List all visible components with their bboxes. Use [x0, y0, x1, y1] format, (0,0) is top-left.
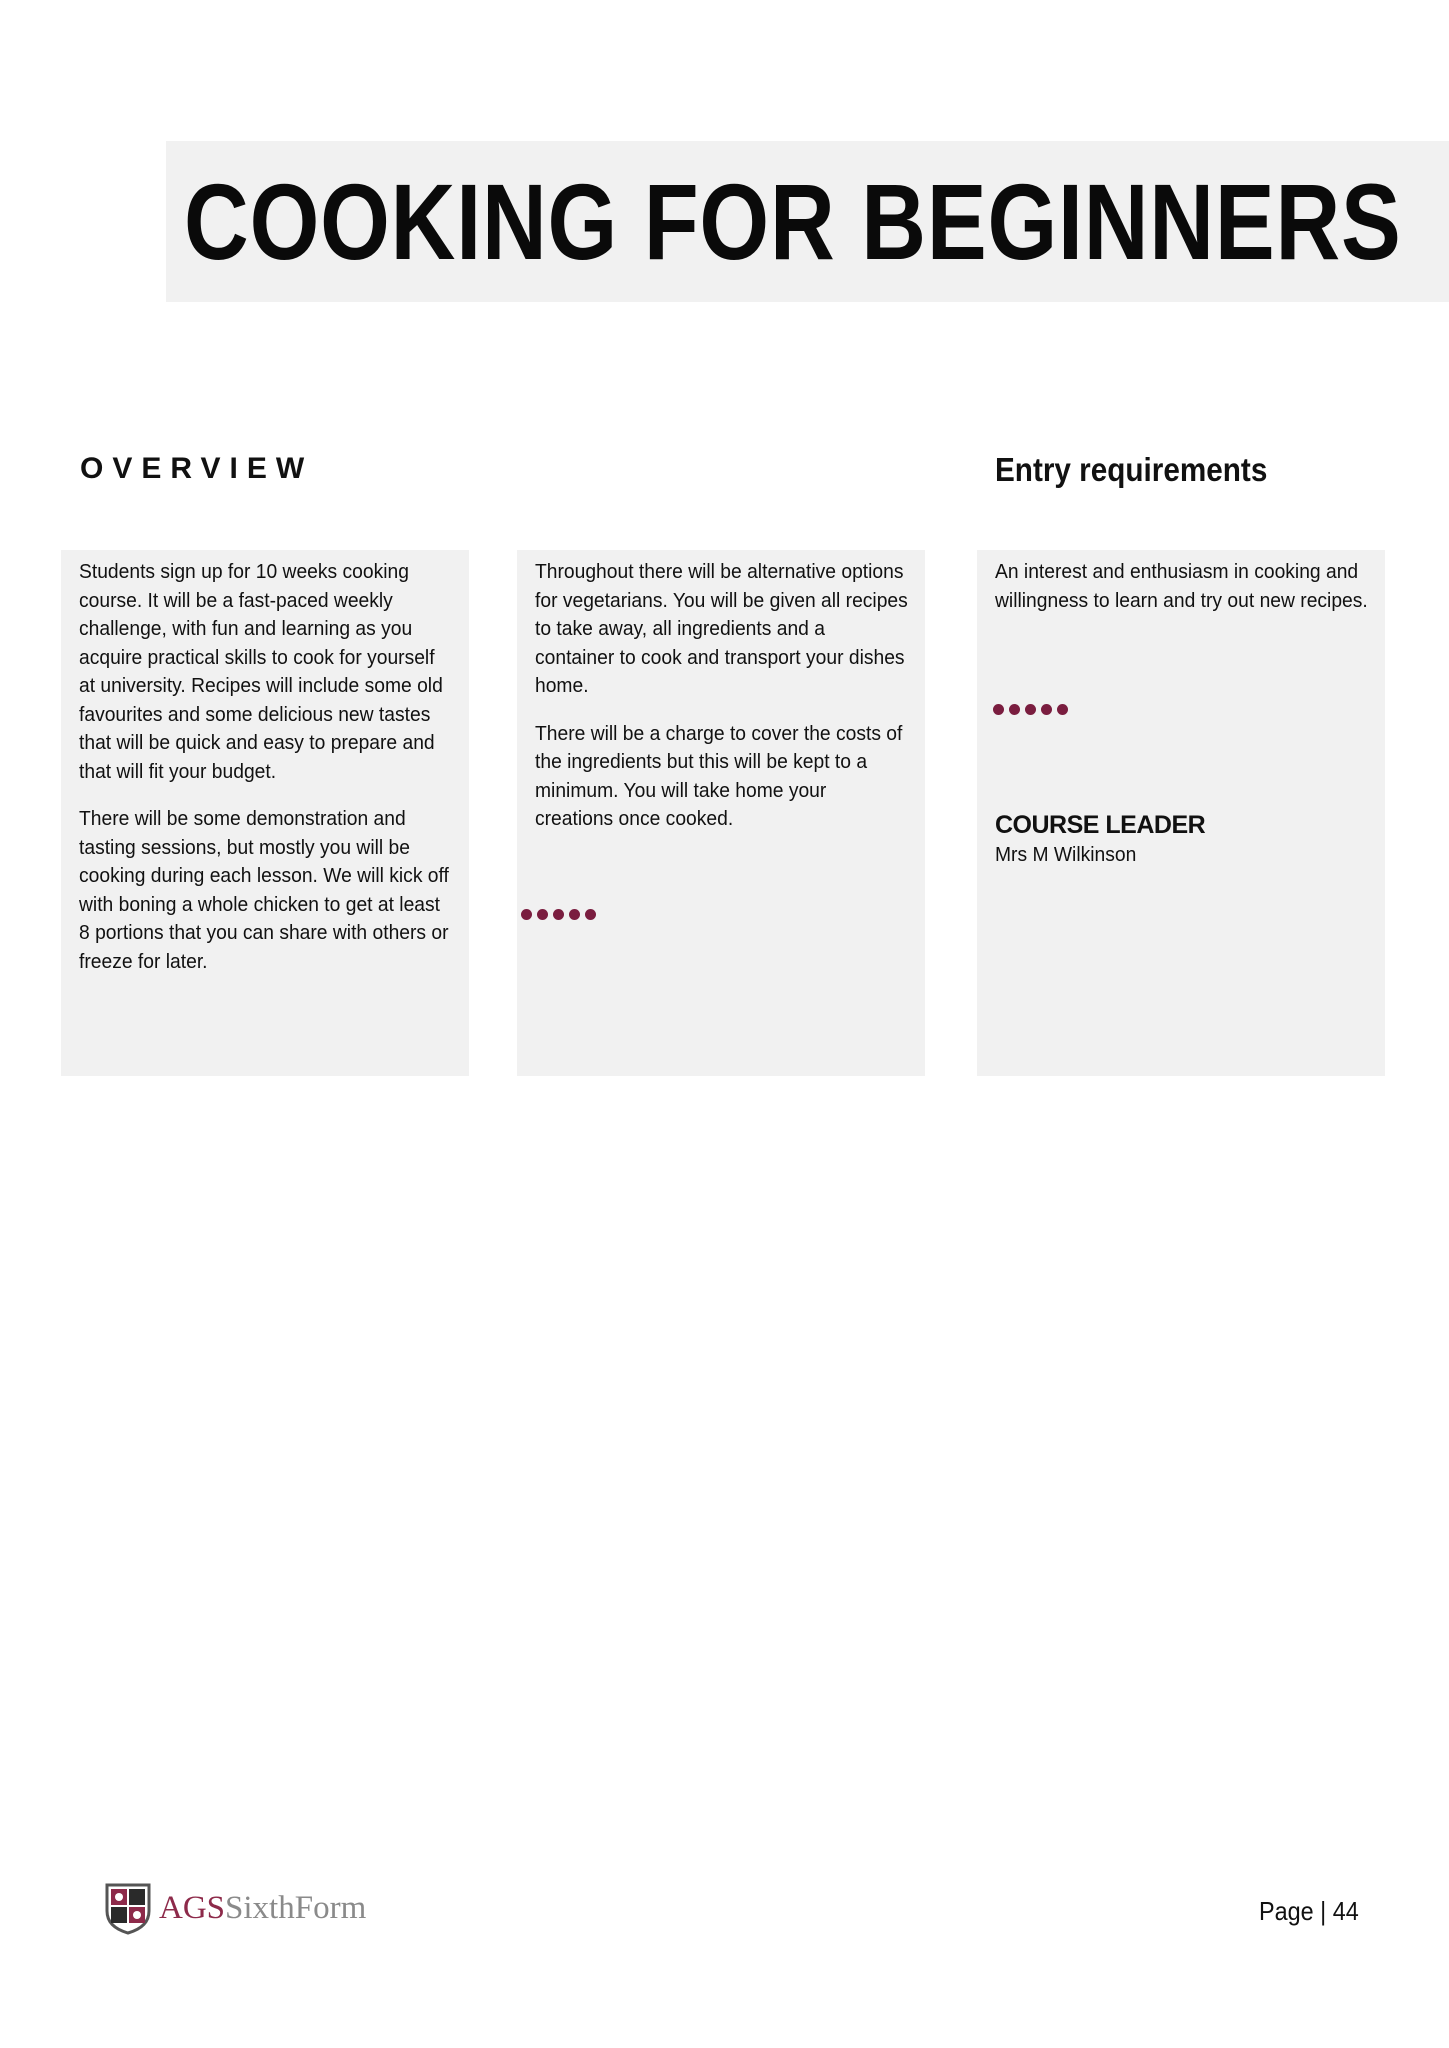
- school-crest-icon: [103, 1881, 153, 1935]
- dot-icon: [1009, 704, 1020, 715]
- dot-icon: [537, 909, 548, 920]
- overview-paragraph-1: Students sign up for 10 weeks cooking course. It will be a fast-paced weekly challenge, with fun and learning as you acquire practical skills to cook for yourself at university. Recipes will include some old favourites and some delicious new tastes that will be quick and easy to prepare and that will fit your budget.: [79, 560, 443, 783]
- page-number: Page | 44: [1259, 1896, 1359, 1926]
- decorative-dots: [993, 704, 1068, 715]
- details-panel: [517, 550, 925, 1076]
- dot-icon: [1041, 704, 1052, 715]
- logo-wordmark-accent: AGS: [159, 1889, 226, 1926]
- overview-paragraph-2: There will be some demonstration and tasting sessions, but mostly you will be cooking during each lesson. We will kick off with boning a whole chicken to get at least 8 portions that you can share with others or freeze for later.: [79, 807, 449, 973]
- dot-icon: [585, 909, 596, 920]
- logo-wordmark: [159, 1890, 366, 1927]
- dot-icon: [521, 909, 532, 920]
- dot-icon: [569, 909, 580, 920]
- entry-requirements-text: An interest and enthusiasm in cooking and willingness to learn and try out new recipes.: [995, 560, 1368, 612]
- dot-icon: [993, 704, 1004, 715]
- entry-requirements-heading: Entry requirements: [995, 451, 1268, 488]
- course-leader-name: Mrs M Wilkinson: [995, 843, 1137, 866]
- school-logo: [103, 1881, 366, 1935]
- logo-wordmark-rest: SixthForm: [225, 1889, 367, 1926]
- dot-icon: [1057, 704, 1068, 715]
- dot-icon: [1025, 704, 1036, 715]
- overview-heading: OVERVIEW: [80, 452, 314, 485]
- decorative-dots: [521, 909, 596, 920]
- dot-icon: [553, 909, 564, 920]
- course-leader-label: COURSE LEADER: [995, 811, 1206, 839]
- details-paragraph-1: Throughout there will be alternative options for vegetarians. You will be given all recipes to take away, all ingredients and a container to cook and transport your dishes home.: [535, 560, 908, 697]
- details-paragraph-2: There will be a charge to cover the costs of the ingredients but this will be kept to a minimum. You will take home your creations once cooked.: [535, 721, 903, 830]
- overview-panel: [61, 550, 469, 1076]
- page-title: COOKING FOR BEGINNERS: [184, 161, 1402, 282]
